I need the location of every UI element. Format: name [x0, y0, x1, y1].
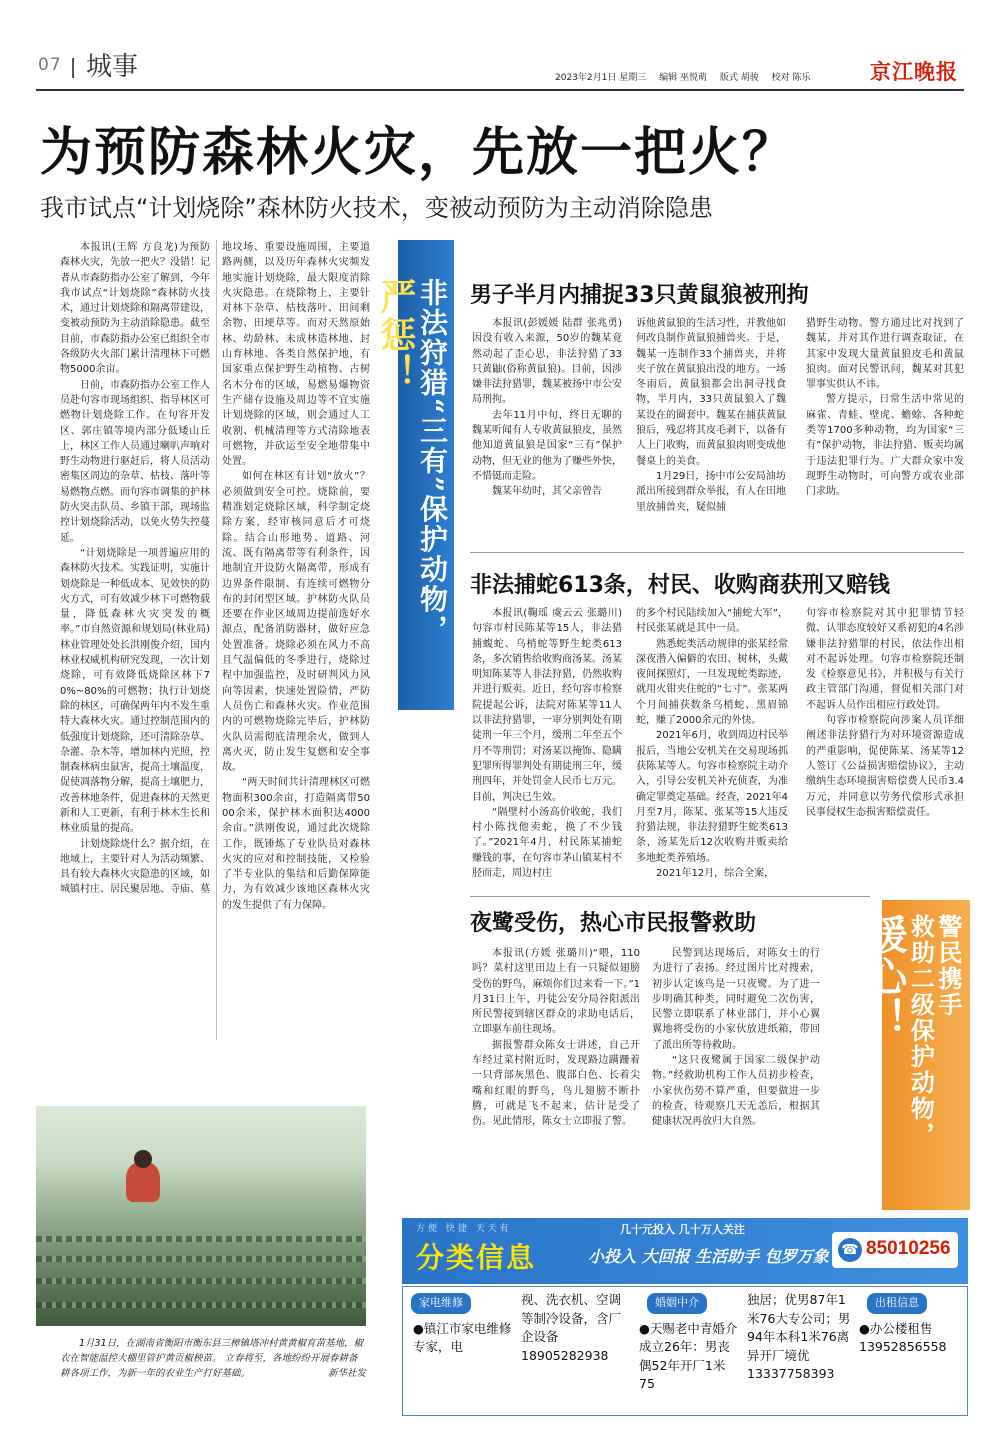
story2-paragraph: 熟悉蛇类活动规律的张某经常深夜潜入偏僻的农田、树林，头戴夜间探照灯，一旦发现蛇类踪迹，就用火钳夹住蛇的“七寸”。张某两个月间捕获数条乌梢蛇、黑眉锦蛇，赚了2000余元的外快。: [636, 638, 788, 727]
listing-matchmaking: [639, 1291, 741, 1394]
banner-line: 非法狩猎“三有”保护动物，: [416, 278, 449, 645]
phone-icon: ☎: [838, 1238, 862, 1262]
proof-credit: 校对 陈乐: [771, 73, 811, 83]
story3-paragraph: “这只夜鹭属于国家二级保护动物。”经救助机构工作人员初步检查，小家伙伤势不算严重，但要做进一步的检查，待观察几天无恙后，根据其健康状况再放归大自然。: [652, 1055, 820, 1128]
classifieds-promo: 几十元投入 几十万人关注: [620, 1223, 745, 1236]
photo-credit: 新华社发: [327, 1368, 366, 1379]
story-divider: [470, 552, 964, 553]
layout-credit: 版式 胡骏: [719, 73, 759, 83]
seedling-row: [36, 1256, 366, 1262]
header-rule: [36, 89, 964, 91]
category-label: 婚姻中介: [647, 1293, 707, 1314]
classifieds-box: [402, 1218, 968, 1418]
story2-column-3: [806, 606, 964, 820]
listing-appliance-repair: [403, 1291, 515, 1357]
category-label: 出租信息: [867, 1293, 927, 1314]
lead-paragraph: “两天时间共计清理林区可燃物面积300余亩，打造隔离带5000余米，保护林木面积达4000余亩。”洪刚俊说，通过此次烧除工作，既锤炼了专业队员对森林火灾的应对和控制技能，又检验了半专业队的集结和后勤保障能力，为有效减少该地区森林火灾的发生提供了有力保障。: [222, 777, 370, 911]
rescue-banner: [860, 900, 970, 1210]
story-divider: [470, 896, 870, 897]
story1-paragraph: 去年11月中旬，终日无聊的魏某听闻有人专收黄鼠狼皮，虽然他知道黄鼠狼是国家“三有”保护动物，但无业的他为了赚些外快，不惜铤而走险。: [472, 409, 622, 482]
story2-title: 非法捕蛇613条，村民、收购商获刑又赔钱: [470, 573, 890, 598]
listing-phone: 13952856558: [859, 1339, 947, 1354]
classifieds-tagline: 小投入 大回报 生活助手 包罗万象: [588, 1247, 829, 1266]
section-title: 城事: [86, 52, 139, 82]
lead-paragraph: 日前，市森防指办公室工作人员赴句容市现场组织、指导林区可燃物计划烧除工作。在句容开发区、郭庄镇等境内部分低矮山丘上，林区工作人员通过喇叭声响对野生动物进行驱赶后，将人员活动密集区周边的杂草、枯枝、落叶等易燃物点燃。而句容市调集的护林防火突击队员、乡镇干部，现场监控计划烧除活动，以免火势失控蔓延。: [60, 379, 210, 544]
classifieds-title: 分类信息: [416, 1241, 537, 1274]
listing-phone: 13337758393: [747, 1366, 835, 1381]
classifieds-slogan: 方便 快捷 天天有: [416, 1224, 512, 1234]
story1-paragraph: 本报讯(彭媛媛 陆群 张兆勇)因没有收入来源，50岁的魏某竟然动起了歪心思，非法狩猎了33只黄鼬(俗称黄鼠狼)。目前，因涉嫌非法狩猎罪，魏某被扬中市公安局刑拘。: [472, 318, 622, 406]
story2-column-1: [472, 606, 622, 881]
story1-column-3: [806, 316, 964, 500]
lead-column-2: [222, 240, 370, 913]
classifieds-listings: [402, 1286, 968, 1416]
story2-paragraph: 2021年12月，综合全案，: [656, 868, 775, 880]
story2-column-2: [636, 606, 788, 881]
classifieds-phone: 85010256: [866, 1238, 951, 1259]
story1-paragraph: 魏某年幼时，其父亲曾告: [492, 486, 602, 498]
story2-paragraph: 2021年6月，收到周边村民举报后，当地公安机关在交易现场抓获陈某等人。句容市检察院主动介入，引导公安机关补充侦查，为准确定罪奠定基础。经查，2021年4月至7月，陈某、张某等15人违反狩猎法规，非法狩猎野生蛇类613条，汤某先后12次收购并贩卖给多地蛇类养殖场。: [636, 730, 788, 864]
page-number: 07: [38, 55, 62, 75]
story2-paragraph: “隔壁村小汤高价收蛇，我们村小陈找他卖蛇，换了不少钱了。”2021年4月，村民陈某捕蛇赚钱的事，在句容市茅山镇某村不胫而走，周边村庄: [472, 806, 622, 880]
farmer-head: [134, 1150, 152, 1168]
lead-paragraph: 本报讯(王辉 方良龙)为预防森林火灾，先放一把火？没错！记者从市森防指办公室了解到，今年我市试点“计划烧除”森林防火技术，通过计划烧除和隔离带建设，变被动预防为主动消除隐患。截至目前，市森防指办公室已组织全市各级防火火部门累计清理林下可燃物5000余亩。: [60, 242, 210, 376]
story3-title: 夜鹭受伤，热心市民报警救助: [470, 911, 757, 936]
listing-phone: 18905282938: [521, 1347, 609, 1363]
story1-paragraph: 猎野生动物。警方通过比对找到了魏某，并对其作进行调查取证，在其家中发现大量黄鼠狼皮毛和黄鼠狼肉。面对民警讯问，魏某对其犯罪事实供认不讳。: [806, 318, 964, 391]
news-photo: [36, 1106, 366, 1326]
story1-column-1: [472, 316, 622, 500]
banner-line: 救助二级保护动物，: [906, 914, 936, 1148]
caption-text: 1月31日，在湖南省衡阳市衡东县三樟镇塔冲村黄黄椒育苗基地，椒农在智能温控大棚里管护黄贡椒秧苗。: [60, 1338, 364, 1364]
newspaper-logo: 京江晚报: [870, 59, 958, 84]
banner-emphasis: 暖心！: [860, 914, 908, 1040]
illegal-hunting-banner: [374, 240, 454, 710]
banner-emphasis: 严惩！: [374, 278, 417, 392]
lead-paragraph: 计划烧除烧什么？据介绍，在地域上，主要针对人为活动频繁、具有较大森林火灾隐患的区域，如城镇村庄、居民聚居地、寺庙、墓: [60, 838, 210, 896]
photo-caption: [60, 1336, 366, 1381]
banner-line: 警民携手: [934, 914, 963, 1018]
listing-matchmaking-cont: [747, 1291, 851, 1384]
listing-appliance-repair-cont: [521, 1291, 633, 1365]
lead-paragraph: “计划烧除是一项普遍应用的森林防火技术。实践证明，实施计划烧除是一种低成本、见效快的防火方式，可有效减少林下可燃物载量，降低森林火灾突发的概率。”市自然资源和规划局(林业局)林业管理处处长洪刚俊介绍，国内林业权威机构研究发现，一次计划烧除，可有效降低烧除区林下70%~80%的可燃物；执行计划烧除的林区，可确保两年内不发生重特大森林火灾。通过控制范围内的低强度计划烧除，还可清除杂草、杂灌、杂木等，增加林内光照，控制森林病虫鼠害，提高土壤温度，促使凋落物分解，提高土壤肥力，改善林地条件，促进森林的天然更新和人工更新，有利于林木生长和林业质量的提高。: [60, 547, 210, 835]
story2-paragraph: 句容市检察院向涉案人员详细阐述非法狩猎行为对环境资源造成的严重影响，促使陈某、汤某等12人签订《公益损害赔偿协议》，主动缴纳生态环境损害赔偿费人民币3.4万元，并同意以劳务代偿形式承担民事侵权生态损害赔偿责任。: [806, 715, 964, 818]
lead-column-1: [60, 240, 210, 898]
lead-headline: 为预防森林火灾，先放一把火？: [40, 122, 797, 183]
listing-text: ●镇江市家电维修专家，电: [413, 1320, 512, 1354]
story3-paragraph: 据报警群众陈女士讲述，自己开车经过菜村附近时，发现路边蹒跚着一只背部灰黑色、腹部白色、长着尖嘴和红眼的野鸟，鸟儿翅膀不断扑腾，可就是飞不起来，估计是受了伤。见此情形，陈女士立即报了警。: [472, 1039, 640, 1128]
story1-column-2: [636, 316, 786, 515]
story2-paragraph: 的多个村民陆续加入“捕蛇大军”，村民张某就是其中一员。: [636, 608, 788, 635]
classifieds-phone-box: [832, 1232, 958, 1268]
seedling-row: [36, 1236, 366, 1242]
editor-credit: 编辑 巫悦萌: [659, 73, 707, 83]
story1-title: 男子半月内捕捉33只黄鼠狼被刑拘: [470, 283, 809, 308]
seedling-row: [36, 1302, 366, 1308]
story1-paragraph: 警方提示，日常生活中常见的麻雀、青蛙、壁虎、蟾蜍、各种蛇类等1700多种动物，均为国家“三有”保护动物，非法狩猎、贩卖均属于违法犯罪行为。广大群众家中发现野生动物时，可向警方或农业部门求助。: [806, 394, 964, 498]
story1-paragraph: 诉他黄鼠狼的生活习性，并教他如何改良制作黄鼠狼捕兽夹。于是，魏某一连制作33个捕兽夹，并将夹子放在黄鼠狼出没的地方。一场冬雨后，黄鼠狼都会出洞寻找食物，半月内，33只黄鼠狼入了魏某设在的圈套中。魏某在捕获黄鼠狼后，残忍将其皮毛剥下，以备有人上门收购，而黄鼠狼肉则变成他餐桌上的美食。: [636, 318, 786, 467]
listing-text: ●办公楼租售: [859, 1320, 933, 1336]
lead-paragraph: 如何在林区有计划“放火”？必须做到安全可控。烧除前，要精准划定烧除区域，科学制定烧除方案，经审核同意后才可烧除。结合山形地势、道路、河流、既有隔离带等有利条件，因地制宜开设防火隔离带，形成有边界条件限制、有连续可燃物分布的封闭型区域。护林防火队员还要在作业区域周边提前选好水源点，配备消防器材，做好应急处置准备。烧除必须在风力不高且气温偏低的冬季进行，烧除过程中加强监控，及时研判风力风向等因素，快速处置险情，严防人员伤亡和森林火灾。作业范围内的可燃物烧除完毕后，护林防火队员需彻底清理余火，做到人离火灭，防止发生复燃和安全事故。: [222, 471, 370, 774]
classifieds-banner: [402, 1218, 968, 1284]
issue-date: 2023年2月1日 星期三: [555, 73, 647, 83]
listing-text: 视、洗衣机、空调等制冷设备，含厂企设备: [521, 1292, 622, 1344]
listing-text: ●天赐老中青婚介成立26年：男丧偶52年开厂1米75: [639, 1320, 738, 1391]
story2-paragraph: 本报讯(鞠瑶 虞云云 张璐川)句容市村民陈某等15人，非法猎捕蝮蛇、乌梢蛇等野生蛇类613条，多次销售给收购商汤某。汤某明知陈某等人非法狩猎，仍然收购并进行贩卖。近日，经句容市检察院提起公诉，法院对陈某等11人以非法狩猎罪，一审分别判处有期徒刑一年三个月，缓刑二年至五个月不等刑罚；对汤某以掩饰、隐瞒犯罪所得罪判处有期徒刑三年，缓刑四年，并处罚金人民币七万元。目前，判决已生效。: [472, 608, 622, 803]
story3-paragraph: 民警到达现场后，对陈女士的行为进行了表扬。经过图片比对搜索，初步认定该鸟是一只夜鹭。为了进一步明确其种类，同时避免二次伤害，民警立即联系了林业部门，并小心翼翼地将受伤的小家伙放进纸箱，带回了派出所等待救助。: [652, 948, 820, 1051]
story3-column-1: [472, 946, 640, 1130]
story3-paragraph: 本报讯(方媛 张璐川)“喂，110吗？菜村这里田边上有一只疑似翅膀受伤的野鸟，麻烦你们过来看一下。”1月31日上午，丹徒公安分局谷阳派出所民警接到辖区群众的求助电话后，立即驱车前往现场。: [472, 948, 640, 1036]
listing-text: 独居；优男87年1米76大专公司；男94年本科1米76离异开厂境优: [747, 1292, 851, 1363]
story3-column-2: [652, 946, 820, 1130]
header-meta: [555, 70, 820, 83]
lead-paragraph: 地坟场、重要设施周围，主要道路两侧，以及历年森林火灾频发地实施计划烧除，最大限度消除火灾隐患。在烧除物上，主要针对林下杂草、枯枝落叶、田间剩余物、田埂草等。而对天然原始林、幼龄林、未成林造林地、封山育林地、各类自然保护地，有国家重点保护野生动植物、古树名木分布的区域，易燃易爆物资生产储存设施及周边等不宜实施计划烧除的区域，则会通过人工收割、机械清理等方式清除地表可燃物，并砍运至安全地带集中处置。: [222, 242, 370, 468]
story1-paragraph: 1月29日，扬中市公安局油坊派出所接到群众举报，有人在田地里放捕兽夹，疑似捕: [636, 470, 786, 513]
header-divider: [72, 58, 74, 78]
caption-text: 立春将至，各地纷纷开展春耕备耕各项工作，为新一年的农业生产打好基础。: [60, 1353, 358, 1379]
farmer-figure: [126, 1162, 160, 1202]
category-label: 家电维修: [411, 1293, 471, 1314]
lead-subheadline: 我市试点“计划烧除”森林防火技术，变被动预防为主动消除隐患: [40, 194, 713, 222]
column-divider: [216, 240, 217, 1040]
seedling-row: [36, 1278, 366, 1284]
story2-paragraph: 句容市检察院对其中犯罪情节轻微、认罪态度较好又系初犯的4名涉嫌非法狩猎罪的村民，依法作出相对不起诉处理。句容市检察院还制发《检察意见书》，并积极与有关行政主管部门沟通，督促相关部门对不起诉人员作出相应行政处罚。: [806, 608, 964, 711]
listing-rental: [859, 1291, 963, 1357]
